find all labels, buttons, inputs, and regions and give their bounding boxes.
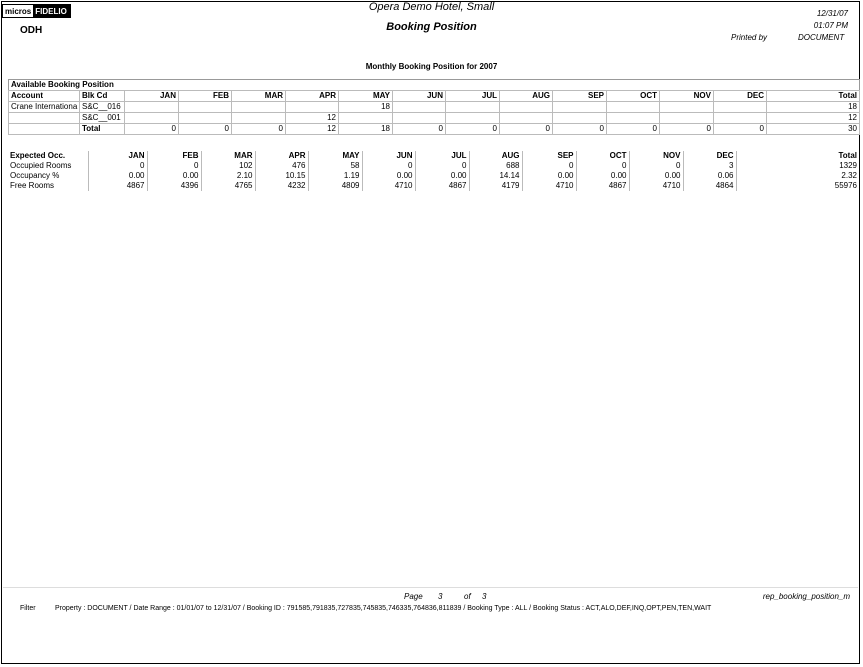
month-total-cell: 0 [125, 124, 179, 135]
month-total-cell: 12 [286, 124, 339, 135]
account-cell: Crane Internationa [9, 102, 80, 113]
page-label: Page [404, 592, 423, 601]
occupancy-value-cell: 58 [308, 161, 362, 171]
booking-header-cell: MAY [339, 91, 393, 102]
block-code-cell: S&C__016 [80, 102, 125, 113]
month-value-cell [714, 102, 767, 113]
booking-header-cell: Account [9, 91, 80, 102]
occupancy-value-cell: 0.00 [522, 171, 576, 181]
booking-header-cell: FEB [179, 91, 232, 102]
occupancy-value-cell: 688 [469, 161, 522, 171]
occupancy-value-cell: 0 [362, 161, 415, 171]
booking-header-cell: SEP [553, 91, 607, 102]
occupancy-value-cell: 1329 [736, 161, 859, 171]
booking-position-table [8, 79, 860, 135]
report-time: 01:07 PM [813, 21, 848, 30]
occupancy-value-cell: 0 [576, 161, 629, 171]
table-row [9, 113, 860, 124]
month-value-cell [607, 102, 660, 113]
occupancy-value-cell: 0.06 [683, 171, 736, 181]
occupancy-value-cell: 0.00 [629, 171, 683, 181]
month-value-cell [553, 102, 607, 113]
occupancy-label-cell: Occupied Rooms [10, 161, 72, 170]
occupancy-value-cell: 4179 [469, 181, 522, 191]
occupancy-header-cell: Expected Occ. [10, 151, 66, 160]
booking-header-cell: DEC [714, 91, 767, 102]
month-value-cell [500, 102, 553, 113]
month-total-cell: 18 [339, 124, 393, 135]
booking-header-cell: Blk Cd [80, 91, 125, 102]
occupancy-header-cell: SEP [522, 151, 576, 161]
occupancy-value-cell: 0 [147, 161, 201, 171]
month-value-cell [446, 113, 500, 124]
report-title: Booking Position [386, 21, 477, 33]
month-total-cell: 0 [714, 124, 767, 135]
occupancy-header-cell: OCT [576, 151, 629, 161]
occupancy-header-cell: MAY [308, 151, 362, 161]
occupancy-value-cell: 4232 [255, 181, 308, 191]
section-title-row [9, 80, 860, 91]
booking-header-cell: OCT [607, 91, 660, 102]
occupancy-value-cell: 0 [629, 161, 683, 171]
month-value-cell [446, 102, 500, 113]
month-value-cell [232, 113, 286, 124]
row-total-cell: 12 [767, 113, 860, 124]
occupancy-header-cell: JUL [415, 151, 469, 161]
logo-part-micros: micros [5, 7, 32, 16]
page-of-label: of [464, 592, 471, 601]
occupancy-value-cell: 4867 [88, 181, 147, 191]
occupancy-value-cell: 4864 [683, 181, 736, 191]
booking-header-cell: NOV [660, 91, 714, 102]
occupancy-header-cell: DEC [683, 151, 736, 161]
occupancy-value-cell: 4867 [415, 181, 469, 191]
booking-header-cell: JAN [125, 91, 179, 102]
block-code-cell: S&C__001 [80, 113, 125, 124]
occupancy-value-cell: 0 [88, 161, 147, 171]
month-total-cell: 0 [607, 124, 660, 135]
month-value-cell: 18 [339, 102, 393, 113]
occupancy-value-cell: 0 [415, 161, 469, 171]
occupancy-header-cell: FEB [147, 151, 201, 161]
booking-header-cell: MAR [232, 91, 286, 102]
occupancy-value-cell: 1.19 [308, 171, 362, 181]
month-value-cell [232, 102, 286, 113]
month-value-cell: 12 [286, 113, 339, 124]
month-value-cell [393, 113, 446, 124]
month-value-cell [125, 113, 179, 124]
occupancy-value-cell: 4710 [522, 181, 576, 191]
empty-cell [9, 124, 80, 135]
occupancy-header-cell: JAN [88, 151, 147, 161]
booking-header-cell: JUL [446, 91, 500, 102]
occupancy-value-cell: 0.00 [88, 171, 147, 181]
occupancy-header-cell: MAR [201, 151, 255, 161]
month-value-cell [393, 102, 446, 113]
occupancy-value-cell: 3 [683, 161, 736, 171]
occupancy-value-cell: 14.14 [469, 171, 522, 181]
printed-by-value: DOCUMENT [798, 33, 845, 42]
table-row [8, 161, 859, 171]
account-cell [9, 113, 80, 124]
month-value-cell [607, 113, 660, 124]
month-value-cell [179, 113, 232, 124]
occupancy-value-cell: 0.00 [415, 171, 469, 181]
grand-total-cell: 30 [767, 124, 860, 135]
occupancy-header-cell: APR [255, 151, 308, 161]
property-code: ODH [20, 25, 43, 36]
booking-header-row [9, 91, 860, 102]
occupancy-value-cell: 2.10 [201, 171, 255, 181]
row-total-cell: 18 [767, 102, 860, 113]
filter-label: Filter [20, 605, 36, 612]
month-value-cell [179, 102, 232, 113]
page-number: 3 [438, 592, 443, 601]
occupancy-label-cell: Free Rooms [10, 181, 55, 190]
occupancy-value-cell: 102 [201, 161, 255, 171]
printed-by-label: Printed by [731, 33, 768, 42]
report-name: rep_booking_position_m [762, 592, 850, 601]
booking-header-cell: APR [286, 91, 339, 102]
month-value-cell [660, 102, 714, 113]
table-row [9, 102, 860, 113]
month-total-cell: 0 [553, 124, 607, 135]
month-total-cell: 0 [660, 124, 714, 135]
month-value-cell [339, 113, 393, 124]
occupancy-value-cell: 0.00 [147, 171, 201, 181]
occupancy-value-cell: 55976 [736, 181, 859, 191]
month-value-cell [125, 102, 179, 113]
page-total: 3 [482, 592, 487, 601]
occupancy-label-cell: Occupancy % [10, 171, 60, 180]
month-value-cell [714, 113, 767, 124]
occupancy-value-cell: 4396 [147, 181, 201, 191]
filter-text: Property : DOCUMENT / Date Range : 01/01/07 to 12/31/07 / Booking ID : 791585,791835,727835,745835,746335,764836,811839 / Booking Type : ALL / Booking Status : ACT,ALO,DEF,INQ,OPT,PEN,TEN,WAIT [55, 605, 712, 612]
occupancy-value-cell: 4765 [201, 181, 255, 191]
month-value-cell [500, 113, 553, 124]
occupancy-value-cell: 476 [255, 161, 308, 171]
month-value-cell [553, 113, 607, 124]
hotel-name: Opera Demo Hotel, Small [368, 1, 495, 13]
booking-header-cell: JUN [393, 91, 446, 102]
occupancy-value-cell: 2.32 [736, 171, 859, 181]
occupancy-value-cell: 4867 [576, 181, 629, 191]
footer-divider [3, 587, 858, 588]
occupancy-header-row [8, 151, 859, 161]
month-value-cell [660, 113, 714, 124]
month-total-cell: 0 [232, 124, 286, 135]
booking-header-cell: Total [767, 91, 860, 102]
month-total-cell: 0 [393, 124, 446, 135]
booking-total-row [9, 124, 860, 135]
occupancy-header-cell: JUN [362, 151, 415, 161]
report-subtitle: Monthly Booking Position for 2007 [365, 62, 498, 71]
month-total-cell: 0 [500, 124, 553, 135]
total-label-cell: Total [80, 124, 125, 135]
table-row [8, 181, 859, 191]
occupancy-header-cell: AUG [469, 151, 522, 161]
occupancy-value-cell: 0 [522, 161, 576, 171]
occupancy-header-cell: Total [736, 151, 859, 161]
expected-occupancy-table [8, 151, 859, 191]
report-date: 12/31/07 [816, 9, 848, 18]
occupancy-value-cell: 0.00 [362, 171, 415, 181]
month-total-cell: 0 [446, 124, 500, 135]
month-total-cell: 0 [179, 124, 232, 135]
table-row [8, 171, 859, 181]
booking-header-cell: AUG [500, 91, 553, 102]
month-value-cell [286, 102, 339, 113]
occupancy-value-cell: 4710 [362, 181, 415, 191]
occupancy-value-cell: 10.15 [255, 171, 308, 181]
occupancy-value-cell: 4809 [308, 181, 362, 191]
section-title: Available Booking Position [11, 80, 114, 89]
occupancy-header-cell: NOV [629, 151, 683, 161]
occupancy-value-cell: 4710 [629, 181, 683, 191]
logo-part-fidelio: FIDELIO [33, 5, 70, 17]
occupancy-value-cell: 0.00 [576, 171, 629, 181]
